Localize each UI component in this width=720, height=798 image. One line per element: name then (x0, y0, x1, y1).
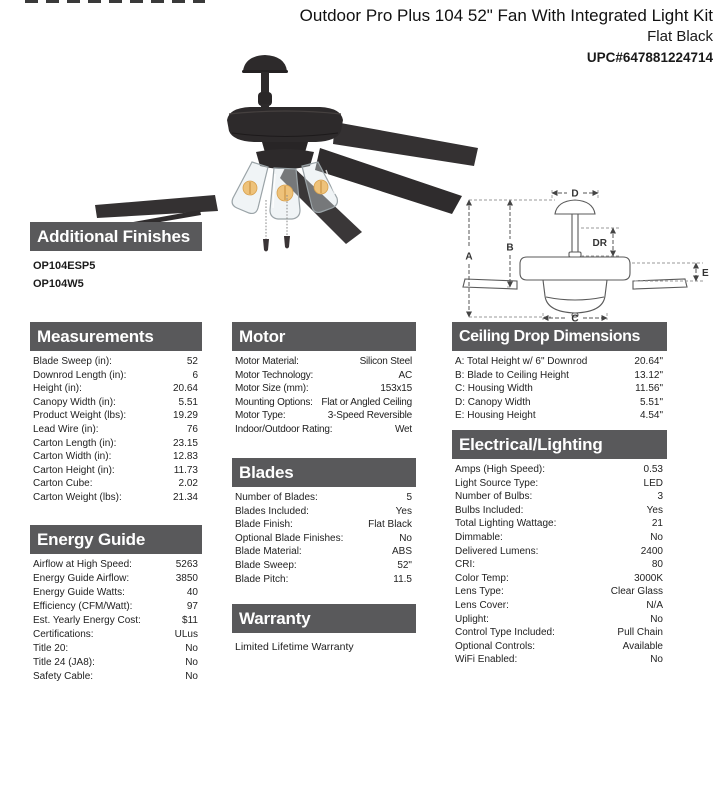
spec-row (30, 656, 202, 670)
spec-row (452, 626, 667, 640)
motor-header: Motor (232, 322, 416, 351)
spec-row (452, 477, 667, 491)
spec-value: 2.02 (178, 478, 198, 490)
spec-value: Wet (395, 423, 412, 435)
spec-value: 11.5 (393, 573, 412, 585)
spec-value: 5263 (175, 559, 198, 570)
spec-value: $11 (182, 615, 198, 626)
energy-guide-header: Energy Guide (30, 525, 202, 554)
spec-label: E: Housing Height (455, 410, 536, 422)
additional-finishes-section (30, 222, 202, 293)
spec-row (452, 613, 667, 627)
spec-label: CRI: (455, 559, 475, 571)
spec-value: No (650, 531, 663, 543)
spec-row (452, 558, 667, 572)
spec-value: 52" (397, 559, 412, 571)
spec-label: Title 20: (33, 643, 69, 654)
spec-label: Blade Sweep: (235, 559, 297, 571)
spec-row (30, 572, 202, 586)
spec-row (30, 477, 202, 491)
spec-label: Motor Size (mm): (235, 383, 309, 395)
spec-label: Color Temp: (455, 572, 509, 584)
spec-row (30, 670, 202, 684)
finish-sku: OP104ESP5 (33, 260, 96, 272)
spec-row (30, 382, 202, 396)
ceiling-drop-diagram (455, 186, 717, 322)
spec-label: Control Type Included: (455, 627, 555, 639)
spec-label: Carton Width (in): (33, 451, 112, 463)
spec-label: Blade Material: (235, 546, 302, 558)
spec-row (232, 396, 416, 410)
additional-finishes-list (30, 257, 202, 293)
measurements-section (30, 322, 202, 505)
spec-label: Blade Pitch: (235, 573, 289, 585)
spec-value: Yes (646, 504, 663, 516)
spec-row (452, 504, 667, 518)
spec-row (452, 653, 667, 667)
spec-value: No (185, 671, 198, 682)
spec-row (232, 505, 416, 519)
spec-row (232, 423, 416, 437)
spec-row (452, 531, 667, 545)
spec-value: 11.56" (635, 383, 663, 395)
spec-value: Yes (395, 505, 412, 517)
spec-label: Blades Included: (235, 505, 309, 517)
spec-value: 13.12" (634, 369, 663, 381)
spec-label: Height (in): (33, 383, 82, 395)
spec-label: Mounting Options: (235, 396, 313, 408)
spec-row (232, 491, 416, 505)
spec-label: Motor Technology: (235, 369, 314, 381)
spec-row (452, 572, 667, 586)
spec-value: No (650, 613, 663, 625)
spec-label: WiFi Enabled: (455, 654, 518, 666)
spec-label: D: Canopy Width (455, 396, 531, 408)
spec-label: Est. Yearly Energy Cost: (33, 615, 141, 626)
spec-label: Downrod Length (in): (33, 369, 127, 381)
measurements-rows (30, 355, 202, 505)
spec-value: N/A (646, 599, 663, 611)
ceiling-drop-header: Ceiling Drop Dimensions (452, 322, 667, 351)
spec-label: Energy Guide Watts: (33, 587, 125, 598)
spec-row (30, 642, 202, 656)
spec-value: 21.34 (172, 491, 198, 503)
spec-label: Delivered Lumens: (455, 545, 539, 557)
electrical-lighting-section (452, 430, 667, 667)
spec-value: Clear Glass (610, 586, 663, 598)
diagram-blade-left (463, 279, 517, 289)
spec-value: 153x15 (380, 383, 412, 395)
spec-value: Flat Black (368, 519, 412, 531)
spec-row (452, 369, 667, 383)
spec-value: No (399, 532, 412, 544)
energy-guide-section (30, 525, 202, 684)
electrical-lighting-header: Electrical/Lighting (452, 430, 667, 459)
fan-canopy (243, 55, 287, 71)
spec-value: 5.51" (639, 396, 663, 408)
spec-value: 52 (186, 356, 198, 367)
spec-row (30, 423, 202, 437)
spec-row (30, 558, 202, 572)
spec-value: LED (643, 477, 663, 489)
spec-label: Title 24 (JA8): (33, 657, 95, 668)
spec-row (232, 369, 416, 383)
spec-row (30, 464, 202, 478)
spec-value: 23.15 (172, 437, 198, 449)
spec-label: Lens Cover: (455, 599, 509, 611)
spec-label: Amps (High Speed): (455, 464, 546, 475)
spec-label: Blade Sweep (in): (33, 356, 112, 367)
spec-value: AC (398, 369, 412, 381)
ceiling-drop-section (452, 322, 667, 423)
spec-label: Blade Finish: (235, 519, 293, 531)
spec-label: Bulbs Included: (455, 504, 524, 516)
spec-value: 3850 (175, 573, 198, 584)
spec-row (30, 586, 202, 600)
spec-value: 19.29 (172, 410, 198, 422)
spec-row (452, 490, 667, 504)
spec-row (232, 355, 416, 369)
spec-row (30, 491, 202, 505)
spec-value: Flat or Angled Ceiling (321, 396, 412, 408)
diagram-light-kit (543, 280, 607, 313)
spec-row (232, 382, 416, 396)
spec-row (452, 463, 667, 477)
spec-row (30, 628, 202, 642)
blades-header: Blades (232, 458, 416, 487)
diagram-label-dr: DR (592, 238, 607, 249)
spec-value: Silicon Steel (359, 356, 412, 367)
spec-label: Motor Material: (235, 356, 299, 367)
spec-row (452, 640, 667, 654)
warranty-text: Limited Lifetime Warranty (235, 641, 354, 653)
spec-value: 3-Speed Reversible (327, 410, 412, 422)
spec-row (30, 437, 202, 451)
spec-label: Light Source Type: (455, 477, 539, 489)
spec-value: 3000K (634, 572, 663, 584)
spec-value: 20.64" (634, 356, 663, 367)
spec-label: Number of Blades: (235, 492, 318, 503)
spec-row (452, 599, 667, 613)
spec-row (232, 559, 416, 573)
spec-value: 80 (651, 559, 663, 571)
spec-label: Carton Weight (lbs): (33, 491, 122, 503)
diagram-label-c: C (571, 313, 579, 322)
spec-row (30, 369, 202, 383)
diagram-housing (520, 257, 630, 280)
additional-finishes-header: Additional Finishes (30, 222, 202, 251)
spec-label: Safety Cable: (33, 671, 94, 682)
spec-label: Total Lighting Wattage: (455, 518, 557, 530)
diagram-canopy (555, 200, 595, 214)
spec-label: Carton Cube: (33, 478, 93, 490)
spec-label: A: Total Height w/ 6" Downrod (455, 356, 588, 367)
spec-label: Indoor/Outdoor Rating: (235, 423, 333, 435)
spec-label: Uplight: (455, 613, 489, 625)
spec-value: 0.53 (643, 464, 663, 475)
spec-row (30, 396, 202, 410)
diagram-blade-right (633, 279, 687, 289)
motor-section (232, 322, 416, 437)
spec-value: Pull Chain (617, 627, 663, 639)
finish-sku: OP104W5 (33, 278, 84, 290)
diagram-label-d: D (571, 188, 579, 200)
spec-label: B: Blade to Ceiling Height (455, 369, 569, 381)
diagram-label-e: E (702, 268, 709, 279)
spec-label: Efficiency (CFM/Watt): (33, 601, 133, 612)
spec-row (452, 517, 667, 531)
spec-label: Airflow at High Speed: (33, 559, 132, 570)
spec-label: Carton Length (in): (33, 437, 117, 449)
warranty-section (232, 604, 416, 653)
electrical-lighting-rows (452, 463, 667, 667)
spec-label: Dimmable: (455, 531, 503, 543)
spec-value: Available (622, 640, 663, 652)
blades-section (232, 458, 416, 586)
spec-value: 76 (186, 423, 198, 435)
spec-label: Product Weight (lbs): (33, 410, 127, 422)
spec-value: No (185, 657, 198, 668)
spec-row (452, 382, 667, 396)
warranty-header: Warranty (232, 604, 416, 633)
spec-label: Motor Type: (235, 410, 286, 422)
spec-value: 4.54" (639, 410, 663, 422)
spec-row (30, 600, 202, 614)
spec-value: No (650, 654, 663, 666)
spec-label: Carton Height (in): (33, 464, 115, 476)
spec-value: 20.64 (172, 383, 198, 395)
spec-row (232, 573, 416, 587)
spec-row (30, 450, 202, 464)
blades-rows (232, 491, 416, 586)
spec-row (30, 614, 202, 628)
spec-row (232, 532, 416, 546)
spec-label: Certifications: (33, 629, 94, 640)
spec-value: 11.73 (173, 464, 198, 476)
diagram-label-a: A (465, 251, 473, 263)
spec-value: 3 (657, 491, 663, 503)
spec-value: ULus (174, 629, 198, 640)
cropped-logo-fragment (25, 0, 205, 3)
spec-row (452, 355, 667, 369)
spec-value: 2400 (640, 545, 663, 557)
measurements-header: Measurements (30, 322, 202, 351)
spec-label: Canopy Width (in): (33, 396, 116, 408)
product-finish: Flat Black (647, 28, 713, 45)
diagram-label-b: B (506, 242, 514, 254)
spec-row (452, 409, 667, 423)
ceiling-drop-rows (452, 355, 667, 423)
spec-row (452, 585, 667, 599)
spec-label: Lead Wire (in): (33, 423, 99, 435)
spec-value: 97 (186, 601, 198, 612)
spec-label: Number of Bulbs: (455, 491, 533, 503)
spec-value: No (185, 643, 198, 654)
spec-label: Energy Guide Airflow: (33, 573, 130, 584)
product-title: Outdoor Pro Plus 104 52" Fan With Integrated Light Kit (299, 6, 713, 25)
spec-value: 21 (651, 518, 663, 530)
spec-row (30, 355, 202, 369)
spec-value: 40 (186, 587, 198, 598)
fan-downrod-ball (258, 92, 272, 106)
energy-guide-rows (30, 558, 202, 684)
product-upc: UPC#647881224714 (586, 50, 713, 65)
spec-value: 12.83 (172, 451, 198, 463)
spec-value: 5.51 (178, 396, 198, 408)
spec-label: Optional Controls: (455, 640, 536, 652)
spec-row (232, 545, 416, 559)
spec-row (232, 518, 416, 532)
spec-row (452, 396, 667, 410)
spec-label: Lens Type: (455, 586, 504, 598)
spec-value: ABS (391, 546, 412, 558)
spec-value: 5 (406, 492, 412, 503)
spec-label: C: Housing Width (455, 383, 533, 395)
spec-row (30, 409, 202, 423)
spec-value: 6 (192, 369, 198, 381)
spec-row (232, 409, 416, 423)
motor-rows (232, 355, 416, 437)
spec-label: Optional Blade Finishes: (235, 532, 344, 544)
spec-row (452, 545, 667, 559)
